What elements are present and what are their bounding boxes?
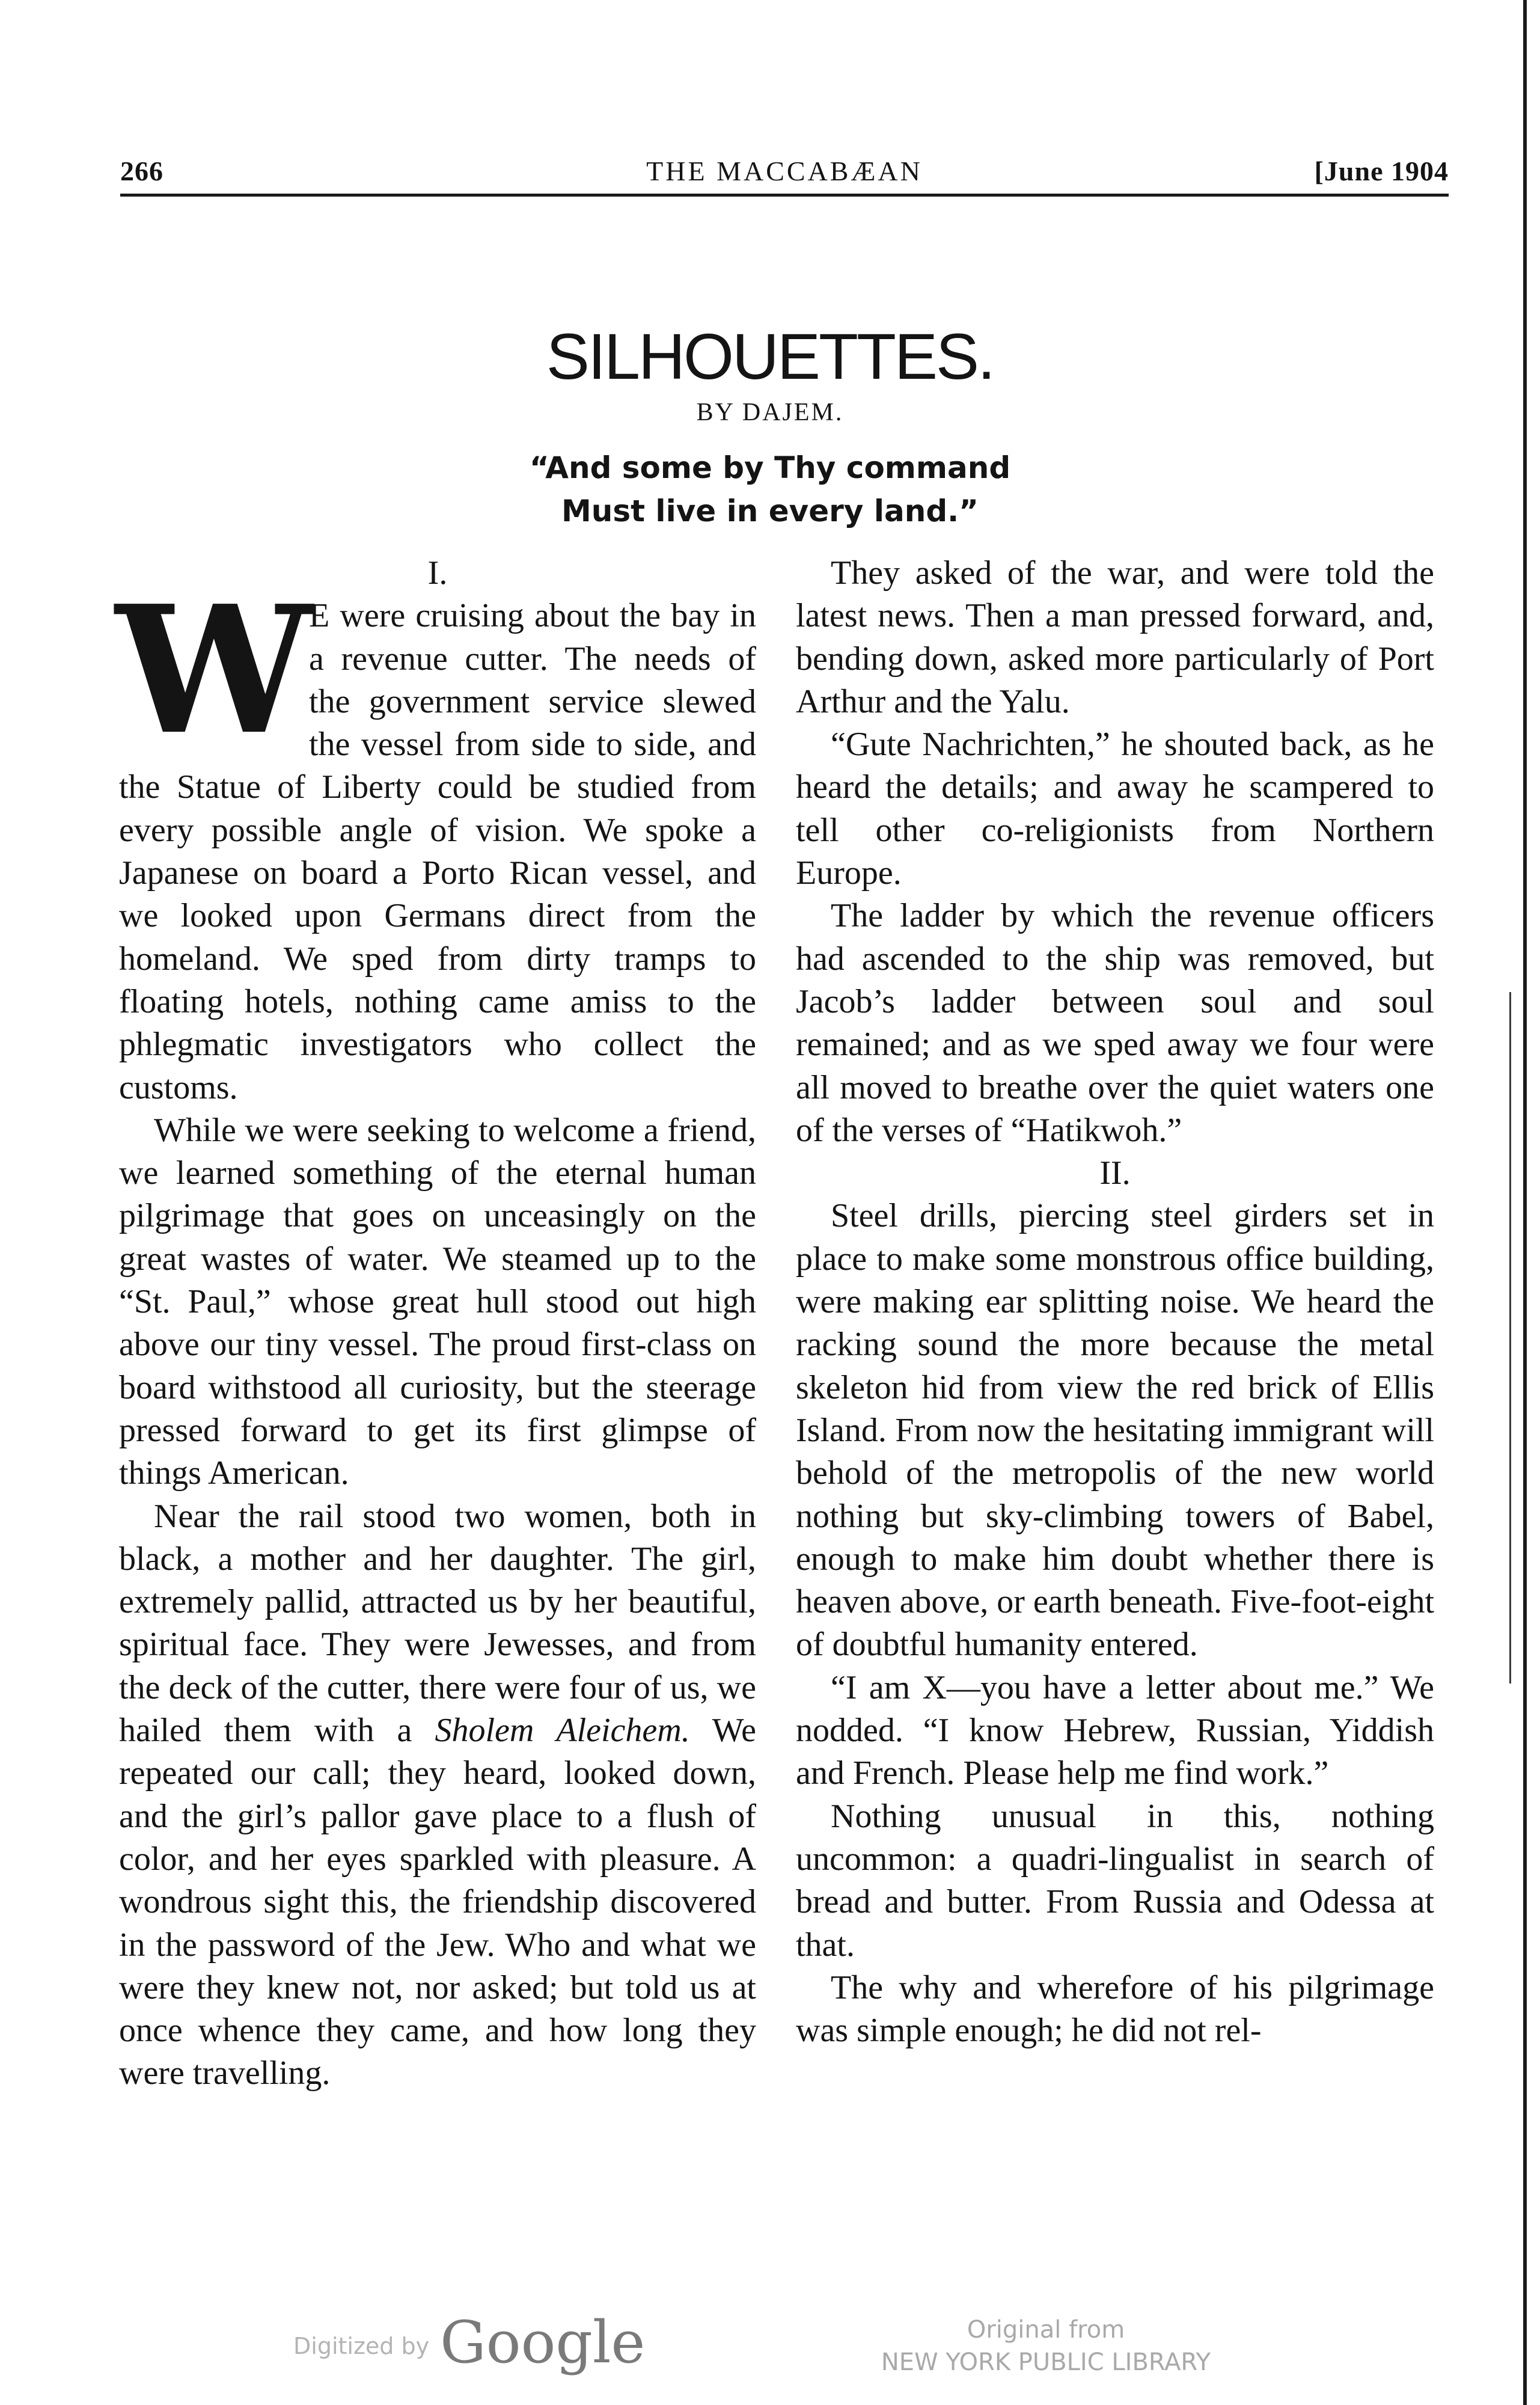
- page-number: 266: [120, 156, 163, 186]
- article-title: SILHOUETTES.: [546, 320, 994, 393]
- paragraph-text: E were cruising about the bay in a revenue cutter. The needs of the government service slewed the vessel from side to side, and the Statue of Liberty could be studied from every possible angle of vision. We spoke a Japanese on board a Porto Rican vessel, and we looked upon Germans direct from the homeland. We sped from dirty tramps to floating hotels, nothing came amiss to the phlegmatic investigators who collect the customs.: [119, 597, 756, 1106]
- digitized-label: Digitized by: [293, 2333, 430, 2359]
- epigraph-line-1: “And some by Thy command: [529, 450, 1011, 485]
- left-column: [115, 552, 757, 2095]
- issue-date: [June 1904: [1314, 156, 1449, 186]
- section-heading-two: II.: [1099, 1154, 1131, 1192]
- paragraph-text: Near the rail stood two women, both in black, a mother and her daughter. The girl, extremely pallid, attracted us by her beautiful, spiritual face. They were Jewesses, and from the deck of the cutter, there were four of us, we hailed them with a: [119, 1497, 756, 1750]
- running-head: [120, 150, 1449, 198]
- digitized-by-google: [293, 2309, 645, 2376]
- paragraph: [115, 567, 756, 1109]
- library-name: NEW YORK PUBLIC LIBRARY: [881, 2348, 1211, 2376]
- section-heading-one: I.: [427, 554, 448, 592]
- google-logo: Google: [440, 2309, 646, 2376]
- original-from-label: Original from: [967, 2316, 1125, 2344]
- paragraph: While we were seeking to welcome a friend, we learned something of the eternal human pilgrimage that goes on unceasingly on the great wastes of water. We steamed up to the “St. Paul,” whose great hull stood out high above our tiny vessel. The proud first-class on board withstood all curiosity, but the steerage pressed forward to get its first glimpse of things American.: [119, 1111, 756, 1492]
- paragraph: They asked of the war, and were told the latest news. Then a man pressed forward, and, bending down, asked more particularly of Port Arthur and the Yalu.: [796, 554, 1434, 720]
- drop-cap: W: [115, 567, 301, 774]
- paragraph: Nothing unusual in this, nothing uncommon: a quadri-lingualist in search of bread and butter. From Russia and Odessa at that.: [796, 1797, 1434, 1964]
- paragraph: [119, 1495, 756, 2095]
- paragraph: Steel drills, piercing steel girders set in place to make some monstrous office building, were making ear splitting noise. We heard the racking sound the more because the metal skeleton hid from view the red brick of Ellis Island. From now the hesitating immigrant will behold of the metropolis of the new world nothing but sky-climbing towers of Babel, enough to make him doubt whether there is heaven above, or earth beneath. Five-foot-eight of doubtful humanity entered.: [796, 1197, 1435, 1664]
- paragraph-text: We repeated our call; they heard, looked down, and the girl’s pallor gave place to a flush of color, and her eyes sparkled with pleasure. A wondrous sight this, the friendship discovered in the password of the Jew. Who and what we were they knew not, nor asked; but told us at once whence they came, and how long they were travelling.: [119, 1712, 757, 2092]
- journal-title: THE MACCABÆAN: [646, 156, 923, 186]
- right-column: [796, 552, 1434, 2052]
- byline: BY DAJEM.: [696, 399, 844, 426]
- original-source: [830, 2314, 1262, 2379]
- paragraph: The ladder by which the revenue officers had ascended to the ship was removed, but Jacob’s ladder between soul and soul remained; and as we sped away we four were all moved to breathe over the quiet waters one of the verses of “Hatikwoh.”: [796, 897, 1434, 1149]
- header-rule: [120, 194, 1449, 197]
- epigraph-line-2: Must live in every land.”: [561, 494, 979, 528]
- paragraph: “I am X—you have a letter about me.” We nodded. “I know Hebrew, Russian, Yiddish and French. Please help me find work.”: [796, 1668, 1434, 1792]
- paragraph: The why and wherefore of his pilgrimage was simple enough; he did not rel-: [796, 1968, 1434, 2050]
- scan-edge-line: [1509, 992, 1511, 1683]
- italic-phrase: Sholem Aleichem.: [435, 1712, 690, 1750]
- epigraph: [0, 446, 1540, 533]
- paragraph: “Gute Nachrichten,” he shouted back, as he heard the details; and away he scampered to tell other co-religionists from Northern Europe.: [796, 726, 1434, 892]
